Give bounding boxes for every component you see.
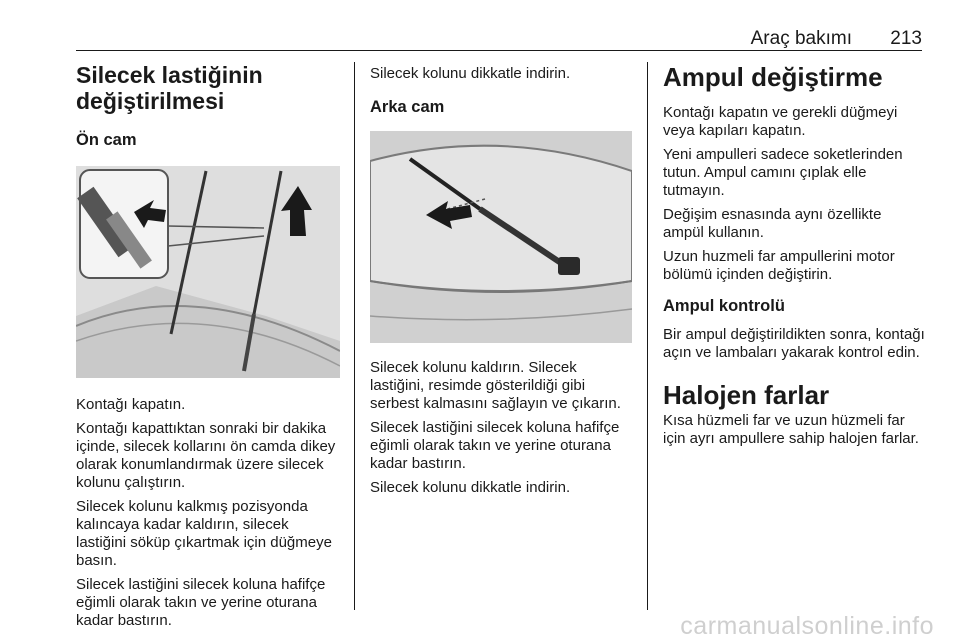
paragraph: Silecek lastiğini silecek koluna hafifçe eğimli olarak takın ve yerine oturana kadar bastırın. [76,576,326,629]
column-wiper-front [76,62,340,630]
subheading-front-windshield: Ön cam [76,131,137,149]
rear-wiper-illustration [370,131,632,343]
subheading-rear-window: Arka cam [370,98,445,116]
paragraph: Silecek kolunu dikkatle indirin. [370,65,571,82]
paragraph: Kontağı kapatın. [76,396,186,413]
paragraph: Silecek kolunu kalkmış pozisyonda kalıncaya kadar kaldırın, silecek lastiğini söküp çıkartmak için düğmeye basın. [76,498,332,569]
subheading-bulb-check: Ampul kontrolü [663,297,785,315]
watermark: carmanualsonline.info [680,612,934,640]
paragraph: Kontağı kapatın ve gerekli düğmeyi veya kapıları kapatın. [663,104,898,139]
column-divider [354,62,355,610]
paragraph: Uzun huzmeli far ampullerini motor bölümü içinden değiştirin. [663,248,895,283]
column-wiper-rear [370,62,634,497]
column-divider [647,62,648,610]
page-header [76,28,922,51]
paragraph: Kontağı kapattıktan sonraki bir dakika içinde, silecek kollarını ön camda dikey olarak konumlandırmak üzere silecek kolunu çalıştırın. [76,420,336,491]
column-bulb-replacement [663,62,925,448]
paragraph: Silecek kolunu kaldırın. Silecek lastiğini, resimde gösterildiği gibi serbest kalmasını sağlayın ve çıkarın. [370,359,621,412]
section-title: Araç bakımı [750,28,852,49]
front-wiper-illustration [76,166,340,378]
paragraph: Değişim esnasında aynı özellikte ampül kullanın. [663,206,882,241]
page-number: 213 [890,28,922,49]
paragraph: Silecek lastiğini silecek koluna hafifçe eğimli olarak takın ve yerine oturana kadar bastırın. [370,419,620,472]
paragraph: Silecek kolunu dikkatle indirin. [370,479,571,496]
paragraph: Kısa hüzmeli far ve uzun hüzmeli far için ayrı ampullere sahip halojen farlar. [663,412,919,447]
heading-halogen-headlights: Halojen farlar [663,380,830,410]
paragraph: Bir ampul değiştirildikten sonra, kontağı açın ve lambaları yakarak kontrol edin. [663,326,925,361]
heading-bulb-replacement: Ampul değiştirme [663,62,883,92]
heading-wiper-blade-replacement: Silecek lastiğinin değiştirilmesi [76,62,263,114]
paragraph: Yeni ampulleri sadece soketlerinden tutun. Ampul camını çıplak elle tutmayın. [663,146,903,199]
